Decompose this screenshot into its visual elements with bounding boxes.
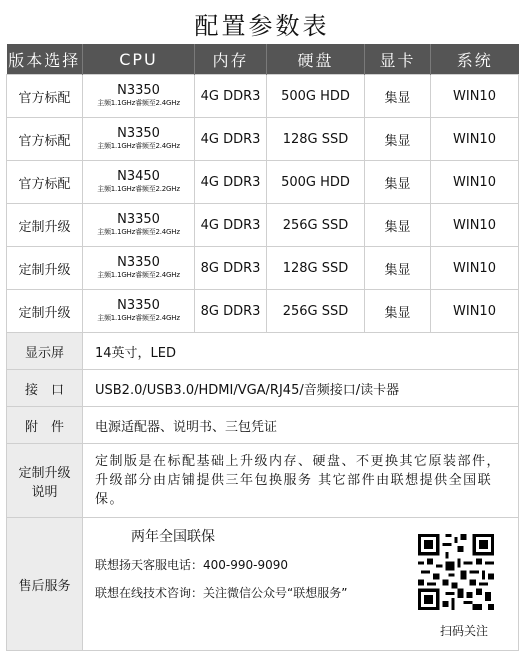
accessories-row bbox=[7, 407, 519, 444]
service-row bbox=[7, 518, 519, 651]
header-gpu: 显卡 bbox=[365, 44, 431, 75]
memory-cell: 8G DDR3 bbox=[195, 290, 267, 333]
cpu-frequency: 主频1.1GHz睿频至2.4GHz bbox=[97, 314, 180, 322]
cpu-model: N3350 bbox=[117, 126, 160, 141]
cpu-frequency: 主频1.1GHz睿频至2.4GHz bbox=[97, 142, 180, 150]
service-online: 联想在线技术咨询：关注微信公众号“联想服务” bbox=[95, 586, 348, 600]
custom-note-value: 定制版是在标配基础上升级内存、硬盘、不更换其它原装部件，升级部分由店铺提供三年包换服务 其它部件由联想提供全国联保。 bbox=[83, 444, 519, 518]
cpu-model: N3350 bbox=[117, 255, 160, 270]
disk-cell: 128G SSD bbox=[267, 247, 365, 290]
accessories-value: 电源适配器、说明书、三包凭证 bbox=[83, 407, 519, 444]
disk-cell: 500G HDD bbox=[267, 75, 365, 118]
memory-cell: 4G DDR3 bbox=[195, 204, 267, 247]
os-cell: WIN10 bbox=[431, 204, 519, 247]
screen-label: 显示屏 bbox=[7, 333, 83, 370]
cpu-model: N3350 bbox=[117, 298, 160, 313]
service-label: 售后服务 bbox=[7, 518, 83, 651]
version-cell: 官方标配 bbox=[7, 75, 83, 118]
cpu-model: N3450 bbox=[117, 169, 160, 184]
os-cell: WIN10 bbox=[431, 290, 519, 333]
memory-cell: 4G DDR3 bbox=[195, 118, 267, 161]
os-cell: WIN10 bbox=[431, 161, 519, 204]
service-heading: 两年全国联保 bbox=[131, 529, 215, 545]
service-content bbox=[83, 518, 519, 651]
cpu-frequency: 主频1.1GHz睿频至2.4GHz bbox=[97, 228, 180, 236]
gpu-cell: 集显 bbox=[365, 247, 431, 290]
disk-cell: 256G SSD bbox=[267, 290, 365, 333]
accessories-label: 附 件 bbox=[7, 407, 83, 444]
memory-cell: 4G DDR3 bbox=[195, 161, 267, 204]
cpu-cell bbox=[83, 161, 195, 204]
os-cell: WIN10 bbox=[431, 75, 519, 118]
table-row bbox=[7, 204, 519, 247]
ports-value: USB2.0/USB3.0/HDMI/VGA/RJ45/音频接口/读卡器 bbox=[83, 370, 519, 407]
cpu-cell bbox=[83, 118, 195, 161]
header-cpu: CPU bbox=[83, 44, 195, 75]
qr-caption: 扫码关注 bbox=[439, 624, 488, 638]
custom-note-label: 定制升级说明 bbox=[7, 444, 83, 518]
header-row bbox=[7, 44, 519, 75]
gpu-cell: 集显 bbox=[365, 204, 431, 247]
os-cell: WIN10 bbox=[431, 118, 519, 161]
cpu-frequency: 主频1.1GHz睿频至2.4GHz bbox=[97, 271, 180, 279]
header-version: 版本选择 bbox=[7, 44, 83, 75]
ports-label: 接 口 bbox=[7, 370, 83, 407]
memory-cell: 4G DDR3 bbox=[195, 75, 267, 118]
header-disk: 硬盘 bbox=[267, 44, 365, 75]
table-row bbox=[7, 247, 519, 290]
disk-cell: 256G SSD bbox=[267, 204, 365, 247]
cpu-cell bbox=[83, 204, 195, 247]
custom-note-row bbox=[7, 444, 519, 518]
table-row bbox=[7, 161, 519, 204]
screen-value: 14英寸，LED bbox=[83, 333, 519, 370]
cpu-cell bbox=[83, 75, 195, 118]
screen-row bbox=[7, 333, 519, 370]
ports-row bbox=[7, 370, 519, 407]
disk-cell: 128G SSD bbox=[267, 118, 365, 161]
table-row bbox=[7, 118, 519, 161]
page-title: 配置参数表 bbox=[194, 12, 330, 40]
cpu-model: N3350 bbox=[117, 212, 160, 227]
header-memory: 内存 bbox=[195, 44, 267, 75]
gpu-cell: 集显 bbox=[365, 75, 431, 118]
spec-table bbox=[6, 44, 519, 651]
os-cell: WIN10 bbox=[431, 247, 519, 290]
version-cell: 定制升级 bbox=[7, 204, 83, 247]
version-cell: 官方标配 bbox=[7, 161, 83, 204]
header-os: 系统 bbox=[431, 44, 519, 75]
version-cell: 定制升级 bbox=[7, 290, 83, 333]
gpu-cell: 集显 bbox=[365, 290, 431, 333]
version-cell: 官方标配 bbox=[7, 118, 83, 161]
cpu-frequency: 主频1.1GHz睿频至2.2GHz bbox=[97, 185, 180, 193]
cpu-model: N3350 bbox=[117, 83, 160, 98]
table-row bbox=[7, 75, 519, 118]
version-cell: 定制升级 bbox=[7, 247, 83, 290]
disk-cell: 500G HDD bbox=[267, 161, 365, 204]
gpu-cell: 集显 bbox=[365, 118, 431, 161]
qr-code-icon bbox=[418, 534, 494, 610]
gpu-cell: 集显 bbox=[365, 161, 431, 204]
table-row bbox=[7, 290, 519, 333]
memory-cell: 8G DDR3 bbox=[195, 247, 267, 290]
service-hotline: 联想扬天客服电话：400-990-9090 bbox=[95, 558, 289, 572]
cpu-cell bbox=[83, 247, 195, 290]
cpu-cell bbox=[83, 290, 195, 333]
cpu-frequency: 主频1.1GHz睿频至2.4GHz bbox=[97, 99, 180, 107]
